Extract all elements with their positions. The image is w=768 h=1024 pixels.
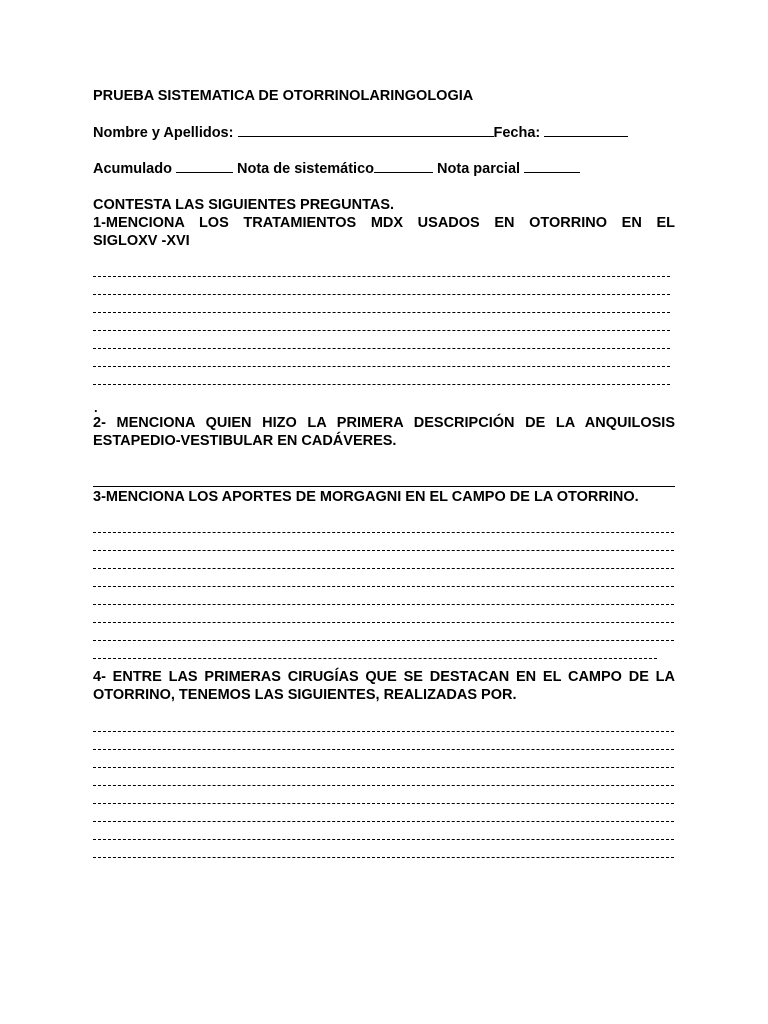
exam-title: PRUEBA SISTEMATICA DE OTORRINOLARINGOLOGIA xyxy=(93,88,474,104)
stray-dot: . xyxy=(94,400,98,415)
date-label: Fecha: xyxy=(493,125,541,141)
answer-line[interactable] xyxy=(93,276,670,277)
answer-line[interactable] xyxy=(93,839,674,840)
answer-line[interactable] xyxy=(93,366,670,367)
grades-row xyxy=(93,160,675,178)
answer-line[interactable] xyxy=(93,604,674,605)
answer-line[interactable] xyxy=(93,384,670,385)
answer-line[interactable] xyxy=(93,857,674,858)
instructions: CONTESTA LAS SIGUIENTES PREGUNTAS. xyxy=(93,197,395,213)
name-field[interactable] xyxy=(238,124,494,137)
name-label: Nombre y Apellidos: xyxy=(93,125,234,141)
question-2-line-2: ESTAPEDIO-VESTIBULAR EN CADÁVERES. xyxy=(93,433,397,449)
answer-line[interactable] xyxy=(93,330,670,331)
nota-sistematico-field[interactable] xyxy=(374,160,433,173)
answer-line[interactable] xyxy=(93,586,674,587)
question-3-line-1: 3-MENCIONA LOS APORTES DE MORGAGNI EN EL CAMPO DE LA OTORRINO. xyxy=(93,489,639,505)
answer-line[interactable] xyxy=(93,532,674,533)
answer-line[interactable] xyxy=(93,568,674,569)
answer-line[interactable] xyxy=(93,749,674,750)
acumulado-label: Acumulado xyxy=(93,161,172,177)
answer-line[interactable] xyxy=(93,348,670,349)
answer-line[interactable] xyxy=(93,821,674,822)
answer-line[interactable] xyxy=(93,550,674,551)
answer-line[interactable] xyxy=(93,803,674,804)
question-1-line-2: SIGLOXV -XVI xyxy=(93,233,190,249)
answer-line[interactable] xyxy=(93,294,670,295)
answer-line[interactable] xyxy=(93,785,674,786)
date-field[interactable] xyxy=(544,124,628,137)
question-2-line-1: 2- MENCIONA QUIEN HIZO LA PRIMERA DESCRIPCIÓN DE LA ANQUILOSIS xyxy=(93,415,675,431)
answer-line[interactable] xyxy=(93,312,670,313)
name-date-row xyxy=(93,124,675,142)
answer-line[interactable] xyxy=(93,640,674,641)
answer-line[interactable] xyxy=(93,767,674,768)
acumulado-field[interactable] xyxy=(176,160,233,173)
question-4-line-1: 4- ENTRE LAS PRIMERAS CIRUGÍAS QUE SE DESTACAN EN EL CAMPO DE LA xyxy=(93,669,675,685)
question-1-line-1: 1-MENCIONA LOS TRATAMIENTOS MDX USADOS EN OTORRINO EN EL xyxy=(93,215,675,231)
answer-line[interactable] xyxy=(93,658,657,659)
answer-line-q2[interactable] xyxy=(93,486,675,487)
nota-parcial-field[interactable] xyxy=(524,160,580,173)
answer-line[interactable] xyxy=(93,731,674,732)
question-4-line-2: OTORRINO, TENEMOS LAS SIGUIENTES, REALIZADAS POR. xyxy=(93,687,517,703)
answer-line[interactable] xyxy=(93,622,674,623)
nota-parcial-label: Nota parcial xyxy=(437,161,521,177)
nota-sistematico-label: Nota de sistemático xyxy=(237,161,375,177)
